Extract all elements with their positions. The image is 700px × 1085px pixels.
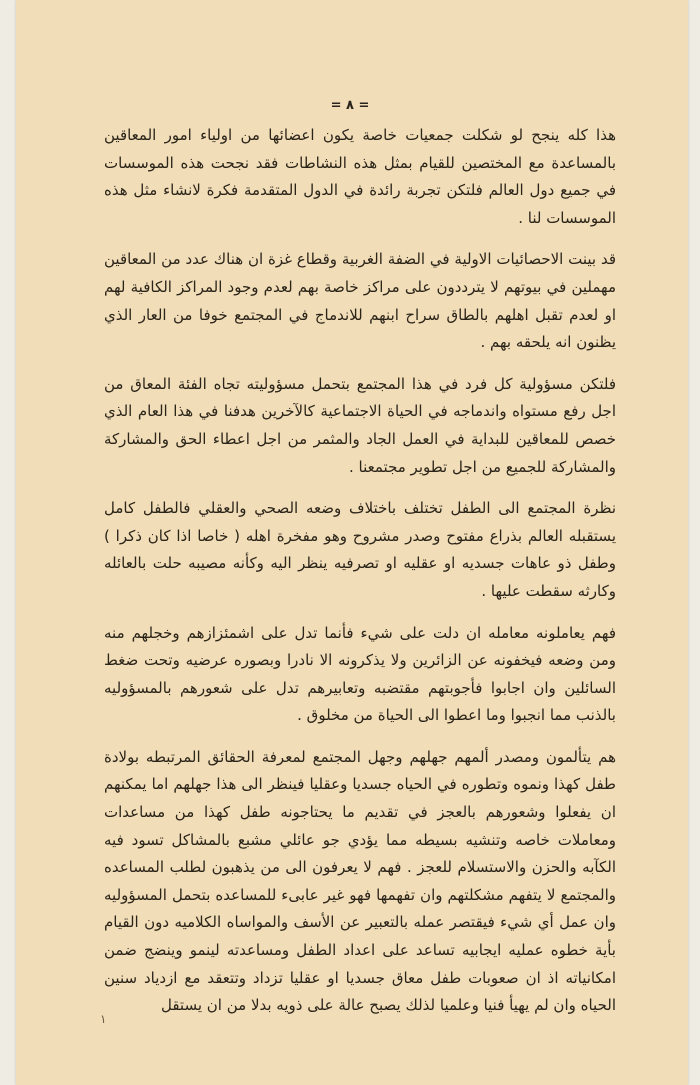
paragraph-3: فلتكن مسؤولية كل فرد في هذا المجتمع بتحمل مسؤوليته تجاه الفئة المعاق من اجل رفع مستواه واندماجه في الحياة الاجتماعية كالآخرين هدفنا في هذا العام الذي خصص للمعاقين للبداية في العمل الجاد والمثمر من اجل اعطاء الحق والمشاركة والمشاركة للجميع من اجل تطوير مجتمعنا . [104,374,616,476]
paragraph-5: فهم يعاملونه معامله ان دلت على شيء فأنما تدل على اشمئزازهم وخجلهم منه ومن وضعه فيخفونه عن الزائرين ولا يذكرونه الا نادرا وبصوره عرضيه وتحت ضغط السائلين وان اجابوا فأجوبتهم مقتضبه وتعابيرهم تدل على شعورهم بالمسؤوليه بالذنب مما انجبوا وما اعطوا الى الحياة من مخلوق . [104,623,616,725]
page-number: = ٨ = [330,98,370,113]
marginal-mark: ١ [100,1012,107,1026]
paragraph-2: قد بينت الاحصائيات الاولية في الضفة الغربية وقطاع غزة ان هناك عدد من المعاقين مهملين في بيوتهم لا يترددون على مراكز خاصة بهم لعدم وجود المراكز الكافية لهم او لعدم تقبل اهلهم بالطاق سراح ابنهم للاندماج في المجتمع خوفا من العار الذي يظنون انه يلحقه بهم . [104,250,616,352]
paragraph-6: هم يتألمون ومصدر ألمهم جهلهم وجهل المجتمع لمعرفة الحقائق المرتبطه بولادة طفل كهذا ونموه وتطوره في الحياه جسديا وعقليا فينظر الى هذا جهلهم اما يمكنهم ان يفعلوا وشعورهم بالعجز في تقديم ما يحتاجونه طفل كهذا من مساعدات ومعاملات خاصه وتنشيه بسيطه مما يؤدي جو عائلي مشبع بالمشاكل تسود فيه الكآبه والحزن والاستسلام للعجز . فهم لا يعرفون الى من يذهبون لطلب المساعده والمجتمع لا يتفهم مشكلتهم وان تفهمها فهو غير عابىء للمساعده بتحمل المسؤوليه وان عمل أي شيء فيقتصر عمله بالتعبير عن الأسف والمواساه الكلاميه دون القيام بأية خطوه عمليه ايجابيه تساعد على اعداد الطفل ومساعدته لينمو وينضج ضمن امكانياته اذ ان صعوبات طفل معاق جسديا او عقليا تزداد وتتعقد مع ازدياد سنين الحياه وان لم يهيأ فنيا وعلميا لذلك يصبح عالة على ذويه بدلا من ان يستقل [104,747,616,1015]
paragraph-1: هذا كله ينجح لو شكلت جمعيات خاصة يكون اعضائها من اولياء امور المعاقين بالمساعدة مع المختصين للقيام بمثل هذه النشاطات فقد نجحت هذه الموسسات في جميع دول العالم فلتكن تجربة رائدة في الدول المتقدمة فكرة لانشاء مثل هذه الموسسات لنا . [104,126,616,227]
paragraph-4: نظرة المجتمع الى الطفل تختلف باختلاف وضعه الصحي والعقلي فالطفل كامل يستقبله العالم بذراع مفتوح وصدر مشروح وهو مفخرة اهله ( خاصا اذا كان ذكرا ) وطفل ذو عاهات جسديه او عقليه او تصرفيه ينظر اليه وكأنه مصيبه حلت بالعائله وكارثه سقطت عليها . [104,499,616,600]
document-body [104,122,616,1020]
